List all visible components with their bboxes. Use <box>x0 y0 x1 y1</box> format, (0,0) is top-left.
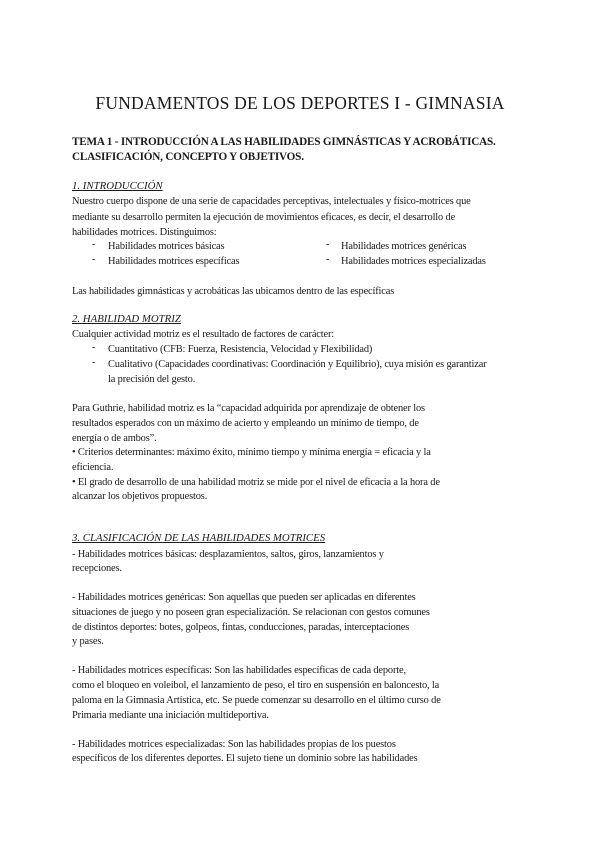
list-item-especializadas: Habilidades motrices especializadas <box>341 256 486 267</box>
especificas-paragraph-line: como el bloqueo en voleibol, el lanzamiento de peso, el tiro en suspensión en baloncesto, la <box>72 680 440 691</box>
especializadas-paragraph-line: - Habilidades motrices especializadas: Son las habilidades propias de los puestos <box>72 739 396 750</box>
criterios-line: eficiencia. <box>72 462 114 473</box>
especificas-paragraph-line: Primaria mediante una iniciación multideportiva. <box>72 710 269 721</box>
genericas-paragraph-line: de distintos deportes: botes, golpeos, fintas, conducciones, paradas, interceptaciones <box>72 622 410 633</box>
tema-title-line-2: CLASIFICACIÓN, CONCEPTO Y OBJETIVOS. <box>72 151 304 163</box>
document-title: FUNDAMENTOS DE LOS DEPORTES I - GIMNASIA <box>95 93 505 113</box>
basicas-paragraph-line: - Habilidades motrices básicas: desplazamientos, saltos, giros, lanzamientos y <box>72 549 384 560</box>
list-item-cuantitativo: Cuantitativo (CFB: Fuerza, Resistencia, Velocidad y Flexibilidad) <box>108 344 373 355</box>
section-1-paragraph-line: mediante su desarrollo permiten la ejecución de movimientos eficaces, es decir, el desarrollo de <box>72 212 456 223</box>
section-1-closing: Las habilidades gimnásticas y acrobáticas las ubicamos dentro de las específicas <box>72 286 395 297</box>
list-dash: - <box>326 254 330 265</box>
list-dash: - <box>92 357 96 368</box>
section-1-heading: 1. INTRODUCCIÓN <box>72 180 163 192</box>
section-2-intro: Cualquier actividad motriz es el resultado de factores de carácter: <box>72 329 334 340</box>
list-item-cualitativo-cont: la precisión del gesto. <box>108 374 196 385</box>
list-dash: - <box>92 342 96 353</box>
guthrie-definition-line: energía o de ambos”. <box>72 433 157 444</box>
section-1-paragraph-line: habilidades motrices. Distinguimos: <box>72 227 217 238</box>
section-2-heading: 2. HABILIDAD MOTRIZ <box>72 313 181 325</box>
especializadas-paragraph-line: específicos de los diferentes deportes. El sujeto tiene un dominio sobre las habilidades <box>72 753 418 764</box>
tema-title-line-1: TEMA 1 - INTRODUCCIÓN A LAS HABILIDADES GIMNÁSTICAS Y ACROBÁTICAS. <box>72 136 496 148</box>
grado-line: • El grado de desarrollo de una habilidad motriz se mide por el nivel de eficacia a la hora de <box>72 477 440 488</box>
list-item-especificas: Habilidades motrices específicas <box>108 256 240 267</box>
list-item-genericas: Habilidades motrices genéricas <box>341 241 467 252</box>
list-dash: - <box>92 254 96 265</box>
especificas-paragraph-line: paloma en la Gimnasia Artística, etc. Se puede comenzar su desarrollo en el último curso de <box>72 695 441 706</box>
list-item-basicas: Habilidades motrices básicas <box>108 241 225 252</box>
basicas-paragraph-line: recepciones. <box>72 563 122 574</box>
section-1-paragraph-line: Nuestro cuerpo dispone de una serie de capacidades perceptivas, intelectuales y físico-motrices que <box>72 196 471 207</box>
list-dash: - <box>92 239 96 250</box>
genericas-paragraph-line: y pases. <box>72 636 104 647</box>
guthrie-definition-line: Para Guthrie, habilidad motriz es la “capacidad adquirida por aprendizaje de obtener los <box>72 403 425 414</box>
criterios-line: • Criterios determinantes: máximo éxito, mínimo tiempo y mínima energía = eficacia y la <box>72 447 431 458</box>
section-3-heading: 3. CLASIFICACIÓN DE LAS HABILIDADES MOTRICES <box>72 532 326 544</box>
especificas-paragraph-line: - Habilidades motrices específicas: Son las habilidades específicas de cada deporte, <box>72 665 406 676</box>
list-dash: - <box>326 239 330 250</box>
genericas-paragraph-line: - Habilidades motrices genéricas: Son aquellas que pueden ser aplicadas en diferentes <box>72 592 416 603</box>
guthrie-definition-line: resultados esperados con un máximo de acierto y empleando un mínimo de tiempo, de <box>72 418 419 429</box>
grado-line: alcanzar los objetivos propuestos. <box>72 491 208 502</box>
genericas-paragraph-line: situaciones de juego y no poseen gran especialización. Se relacionan con gestos comunes <box>72 607 430 618</box>
list-item-cualitativo: Cualitativo (Capacidades coordinativas: Coordinación y Equilibrio), cuya misión es garantizar <box>108 359 487 370</box>
